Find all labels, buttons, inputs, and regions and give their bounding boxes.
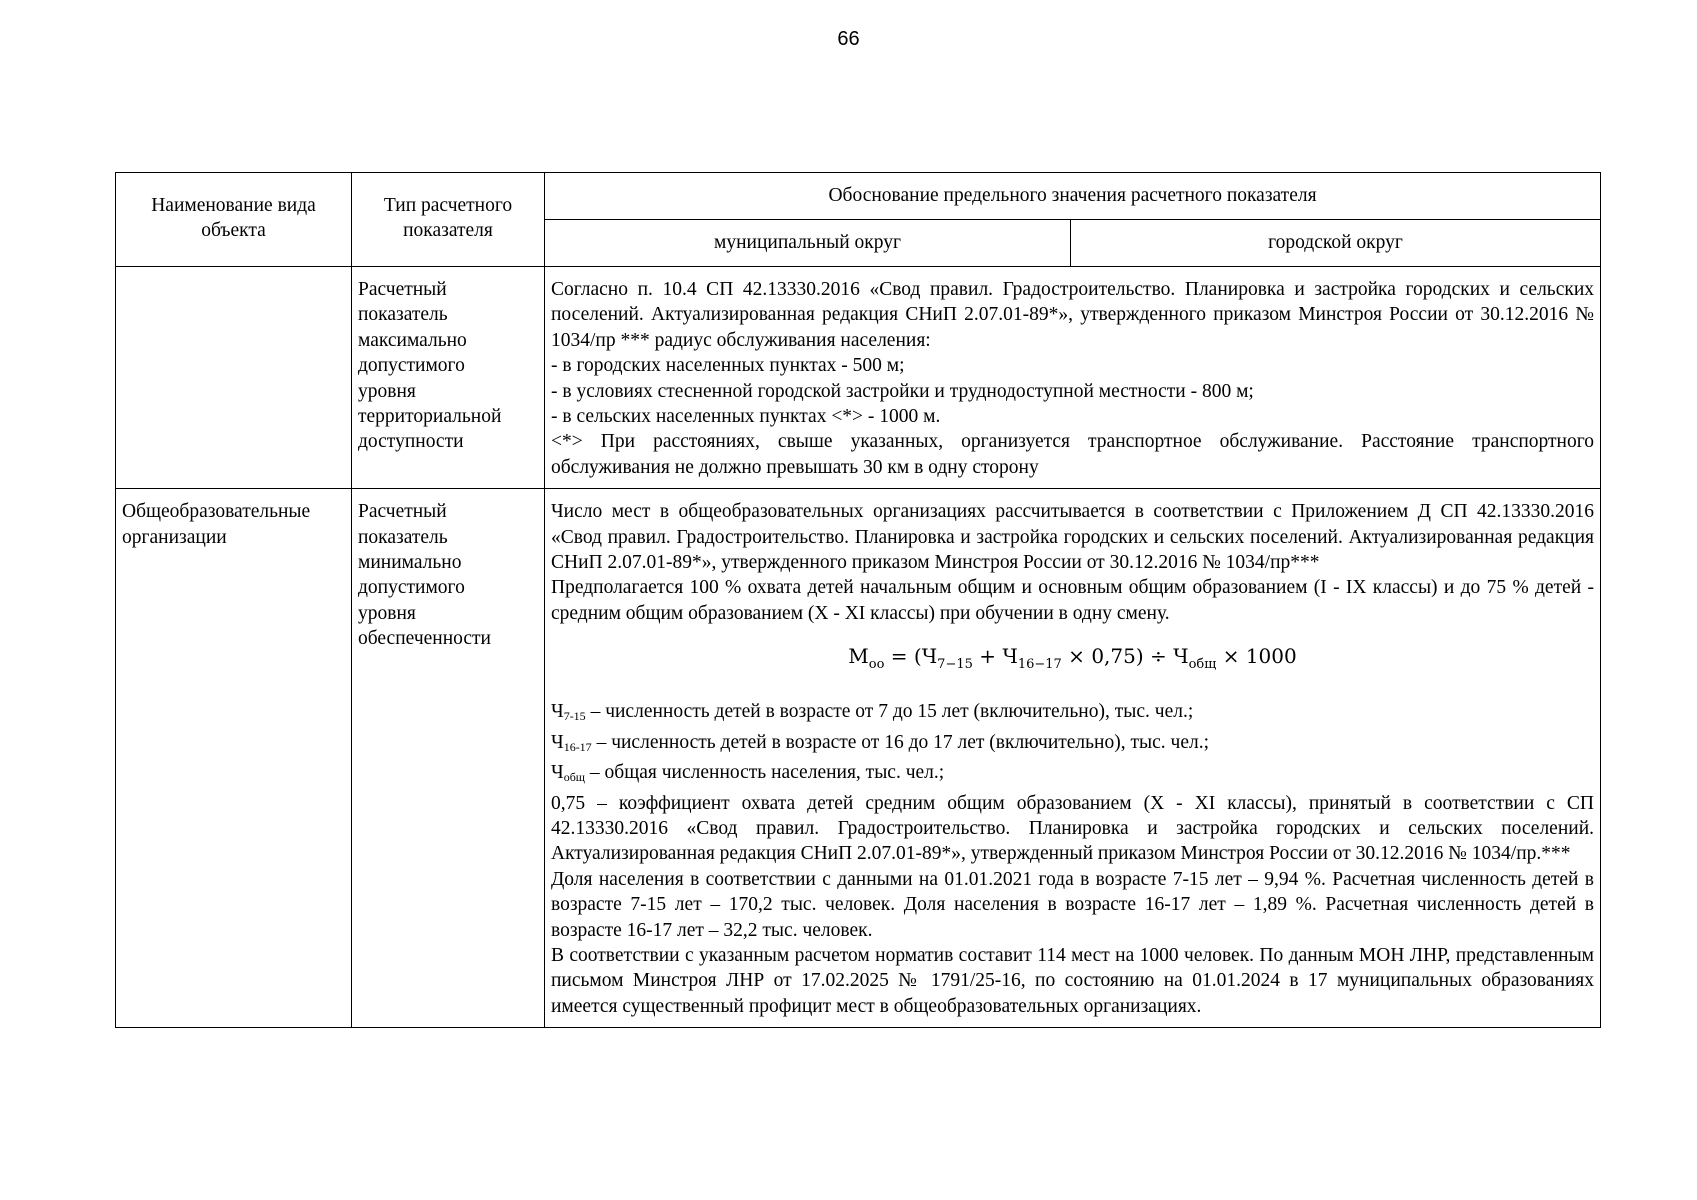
table-row xyxy=(116,267,1601,489)
definition: $Ч_{7-15}$ – численность детей в возрасте от 7 до 15 лет (включительно), тыс. чел.; xyxy=(551,701,1194,724)
indicator-line: доступности xyxy=(358,431,464,453)
indicator-line: Расчетный xyxy=(358,279,447,300)
header-indicator-type: Тип расчетного показателя xyxy=(352,173,545,267)
indicator-line: обеспеченности xyxy=(358,628,491,650)
object-name-cell xyxy=(116,489,352,1028)
paragraph: Предполагается 100 % охвата детей начальным общим и основным общим образованием (I - IX классы) и до 75 % детей - средним общим образованием (X - XI классы) при обучении в одну смену. xyxy=(551,577,1595,624)
indicator-line: допустимого xyxy=(358,355,465,377)
indicator-line: уровня xyxy=(358,380,416,402)
header-justification: Обоснование предельного значения расчетного показателя xyxy=(545,173,1601,220)
paragraph: - в условиях стесненной городской застройки и труднодоступной местности - 800 м; xyxy=(551,380,1254,402)
header-object-name: Наименование вида объекта xyxy=(116,173,352,267)
indicator-line: территориальной xyxy=(358,406,502,428)
object-name-cell xyxy=(116,267,352,489)
paragraph: - в сельских населенных пунктах <*> - 1000 м. xyxy=(551,406,941,428)
indicator-line: показатель xyxy=(358,304,448,326)
paragraph: 0,75 – коэффициент охвата детей средним общим образованием (X - XI классы), принятый в соответствии с СП 42.13330.2016 «Свод правил. Градостроительство. Планировка и застройка городских и сельских поселений. Актуализированная редакция СНиП 2.07.01-89*», утвержденный приказом Минстроя России от 30.12.2016 № 1034/пр.*** xyxy=(551,792,1595,865)
definition: $Ч_{16-17}$ – численность детей в возрасте от 16 до 17 лет (включительно), тыс. чел.; xyxy=(551,731,1209,754)
indicator-line: уровня xyxy=(358,602,416,624)
paragraph: Число мест в общеобразовательных организациях рассчитывается в соответствии с Приложением Д СП 42.13330.2016 «Свод правил. Градостроительство. Планировка и застройка городских и сельских поселений. Актуализированная редакция СНиП 2.07.01-89*», утвержденного приказом Минстроя России от 30.12.2016 № 1034/пр*** xyxy=(551,501,1595,574)
indicator-line: минимально xyxy=(358,552,462,574)
indicator-table xyxy=(115,172,1601,1028)
paragraph: <*> При расстояниях, свыше указанных, организуется транспортное обслуживание. Расстояние транспортного обслуживания не должно превышать 30 км в одну сторону xyxy=(551,431,1595,478)
justification-cell xyxy=(545,489,1601,1028)
object-line: Общеобразовательные xyxy=(122,501,311,523)
header-municipal-district: муниципальный округ xyxy=(545,220,1071,267)
paragraph: В соответствии с указанным расчетом норматив составит 114 мест на 1000 человек. По данным МОН ЛНР, представленным письмом Минстроя ЛНР от 17.02.2025 № 1791/25-16, по состоянию на 01.01.2024 в 17 муниципальных образованиях имеется существенный профицит мест в общеобразовательных организациях. xyxy=(551,944,1595,1017)
paragraph: Доля населения в соответствии с данными на 01.01.2021 года в возрасте 7-15 лет – 9,94 %. Расчетная численность детей в возрасте 7-15 лет – 170,2 тыс. человек. Доля населения в возрасте 16-17 лет – 1,89 %. Расчетная численность детей в возрасте 16-17 лет – 32,2 тыс. человек. xyxy=(551,868,1595,941)
formula: $М_{оо} = (Ч_{7-15} + Ч_{16-17} \times 0,75) \div Ч_{общ} \times 1000$ xyxy=(848,644,1297,673)
header-city-district: городской округ xyxy=(1071,220,1601,267)
indicator-line: допустимого xyxy=(358,577,465,599)
page-number: 66 xyxy=(837,28,860,50)
object-line: организации xyxy=(122,526,227,548)
paragraph: Согласно п. 10.4 СП 42.13330.2016 «Свод правил. Градостроительство. Планировка и застройка городских и сельских поселений. Актуализированная редакция СНиП 2.07.01-89*», утвержденного приказом Минстроя России от 30.12.2016 № 1034/пр *** радиус обслуживания населения: xyxy=(551,279,1595,351)
paragraph: - в городских населенных пунктах - 500 м; xyxy=(551,355,905,377)
justification-cell xyxy=(545,267,1601,489)
indicator-type-cell xyxy=(352,267,545,489)
indicator-line: максимально xyxy=(358,329,467,351)
table-row xyxy=(116,489,1601,1028)
indicator-type-cell xyxy=(352,489,545,1028)
indicator-line: показатель xyxy=(358,526,448,548)
definition: $Ч_{общ}$ – общая численность населения, тыс. чел.; xyxy=(551,762,945,785)
indicator-line: Расчетный xyxy=(358,501,447,523)
